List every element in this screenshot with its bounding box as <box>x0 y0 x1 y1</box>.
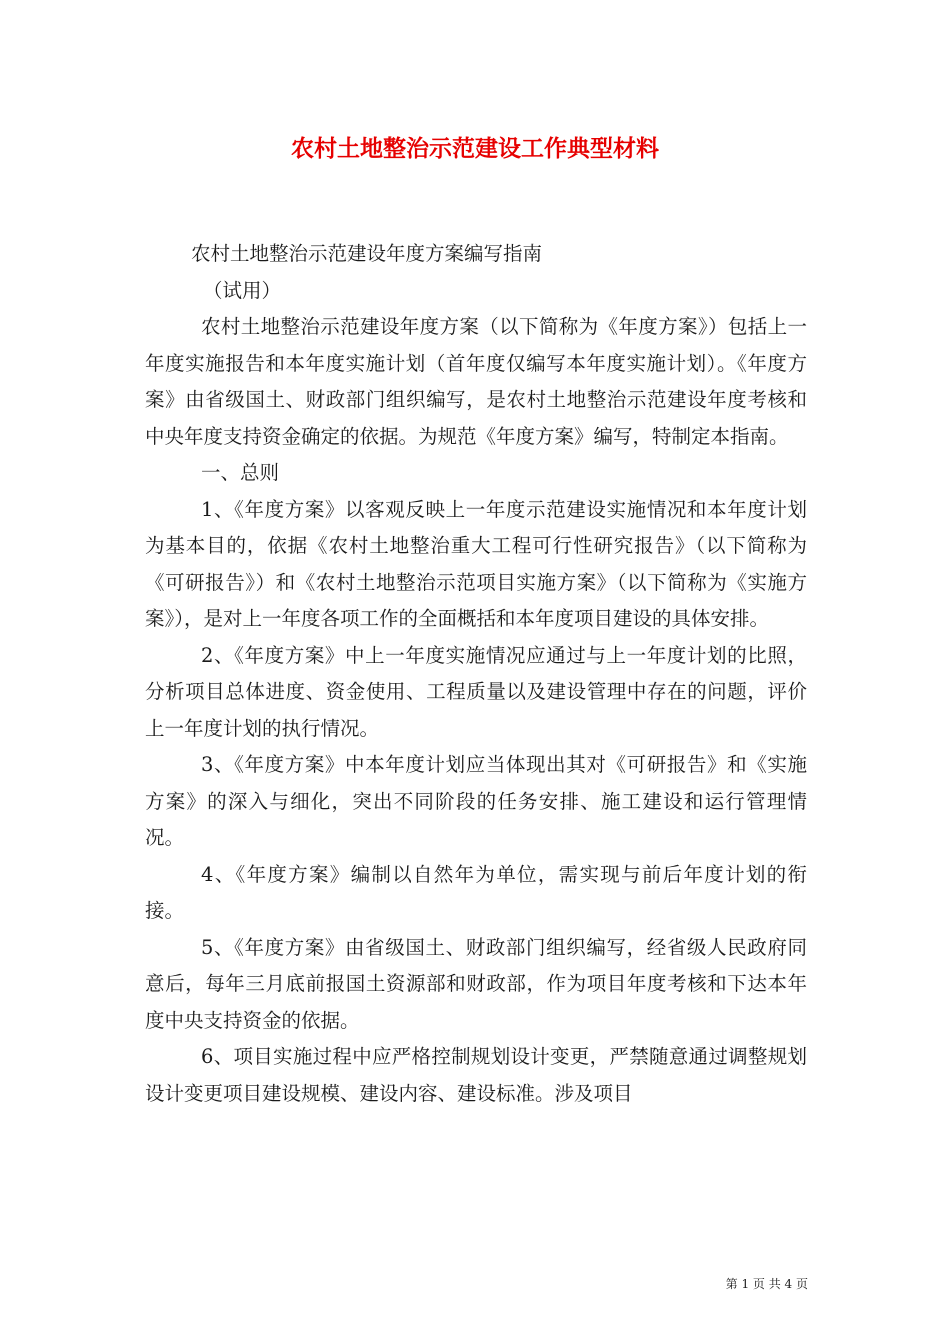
document-body <box>145 236 807 1112</box>
clause-4: 4、《年度方案》编制以自然年为单位，需实现与前后年度计划的衔接。 <box>145 862 807 922</box>
section-heading-general: 一、总则 <box>201 461 280 484</box>
intro-paragraph: 农村土地整治示范建设年度方案（以下简称为《年度方案》）包括上一年度实施报告和本年度实施计划（首年度仅编写本年度实施计划）。《年度方案》由省级国土、财政部门组织编写，是农村土地整治示范建设年度考核和中央年度支持资金确定的依据。为规范《年度方案》编写，特制定本指南。 <box>145 315 807 448</box>
clause-3: 3、《年度方案》中本年度计划应当体现出其对《可研报告》和《实施方案》的深入与细化，突出不同阶段的任务安排、施工建设和运行管理情况。 <box>145 753 807 849</box>
page-number-footer: 第 1 页 共 4 页 <box>725 1277 808 1291</box>
trial-note: （试用） <box>203 278 282 302</box>
clause-1: 1、《年度方案》以客观反映上一年度示范建设实施情况和本年度计划为基本目的，依据《农村土地整治重大工程可行性研究报告》（以下简称为《可研报告》）和《农村土地整治示范项目实施方案》（以下简称为《实施方案》），是对上一年度各项工作的全面概括和本年度项目建设的具体安排。 <box>145 497 807 630</box>
clause-5: 5、《年度方案》由省级国土、财政部门组织编写，经省级人民政府同意后，每年三月底前报国土资源部和财政部，作为项目年度考核和下达本年度中央支持资金的依据。 <box>145 935 807 1032</box>
document-title: 农村土地整治示范建设工作典型材料 <box>291 135 659 162</box>
clause-6: 6、项目实施过程中应严格控制规划设计变更，严禁随意通过调整规划设计变更项目建设规模、建设内容、建设标准。涉及项目 <box>145 1045 807 1105</box>
document-subtitle: 农村土地整治示范建设年度方案编写指南 <box>191 242 543 265</box>
clause-2: 2、《年度方案》中上一年度实施情况应通过与上一年度计划的比照，分析项目总体进度、资金使用、工程质量以及建设管理中存在的问题，评价上一年度计划的执行情况。 <box>145 643 807 740</box>
